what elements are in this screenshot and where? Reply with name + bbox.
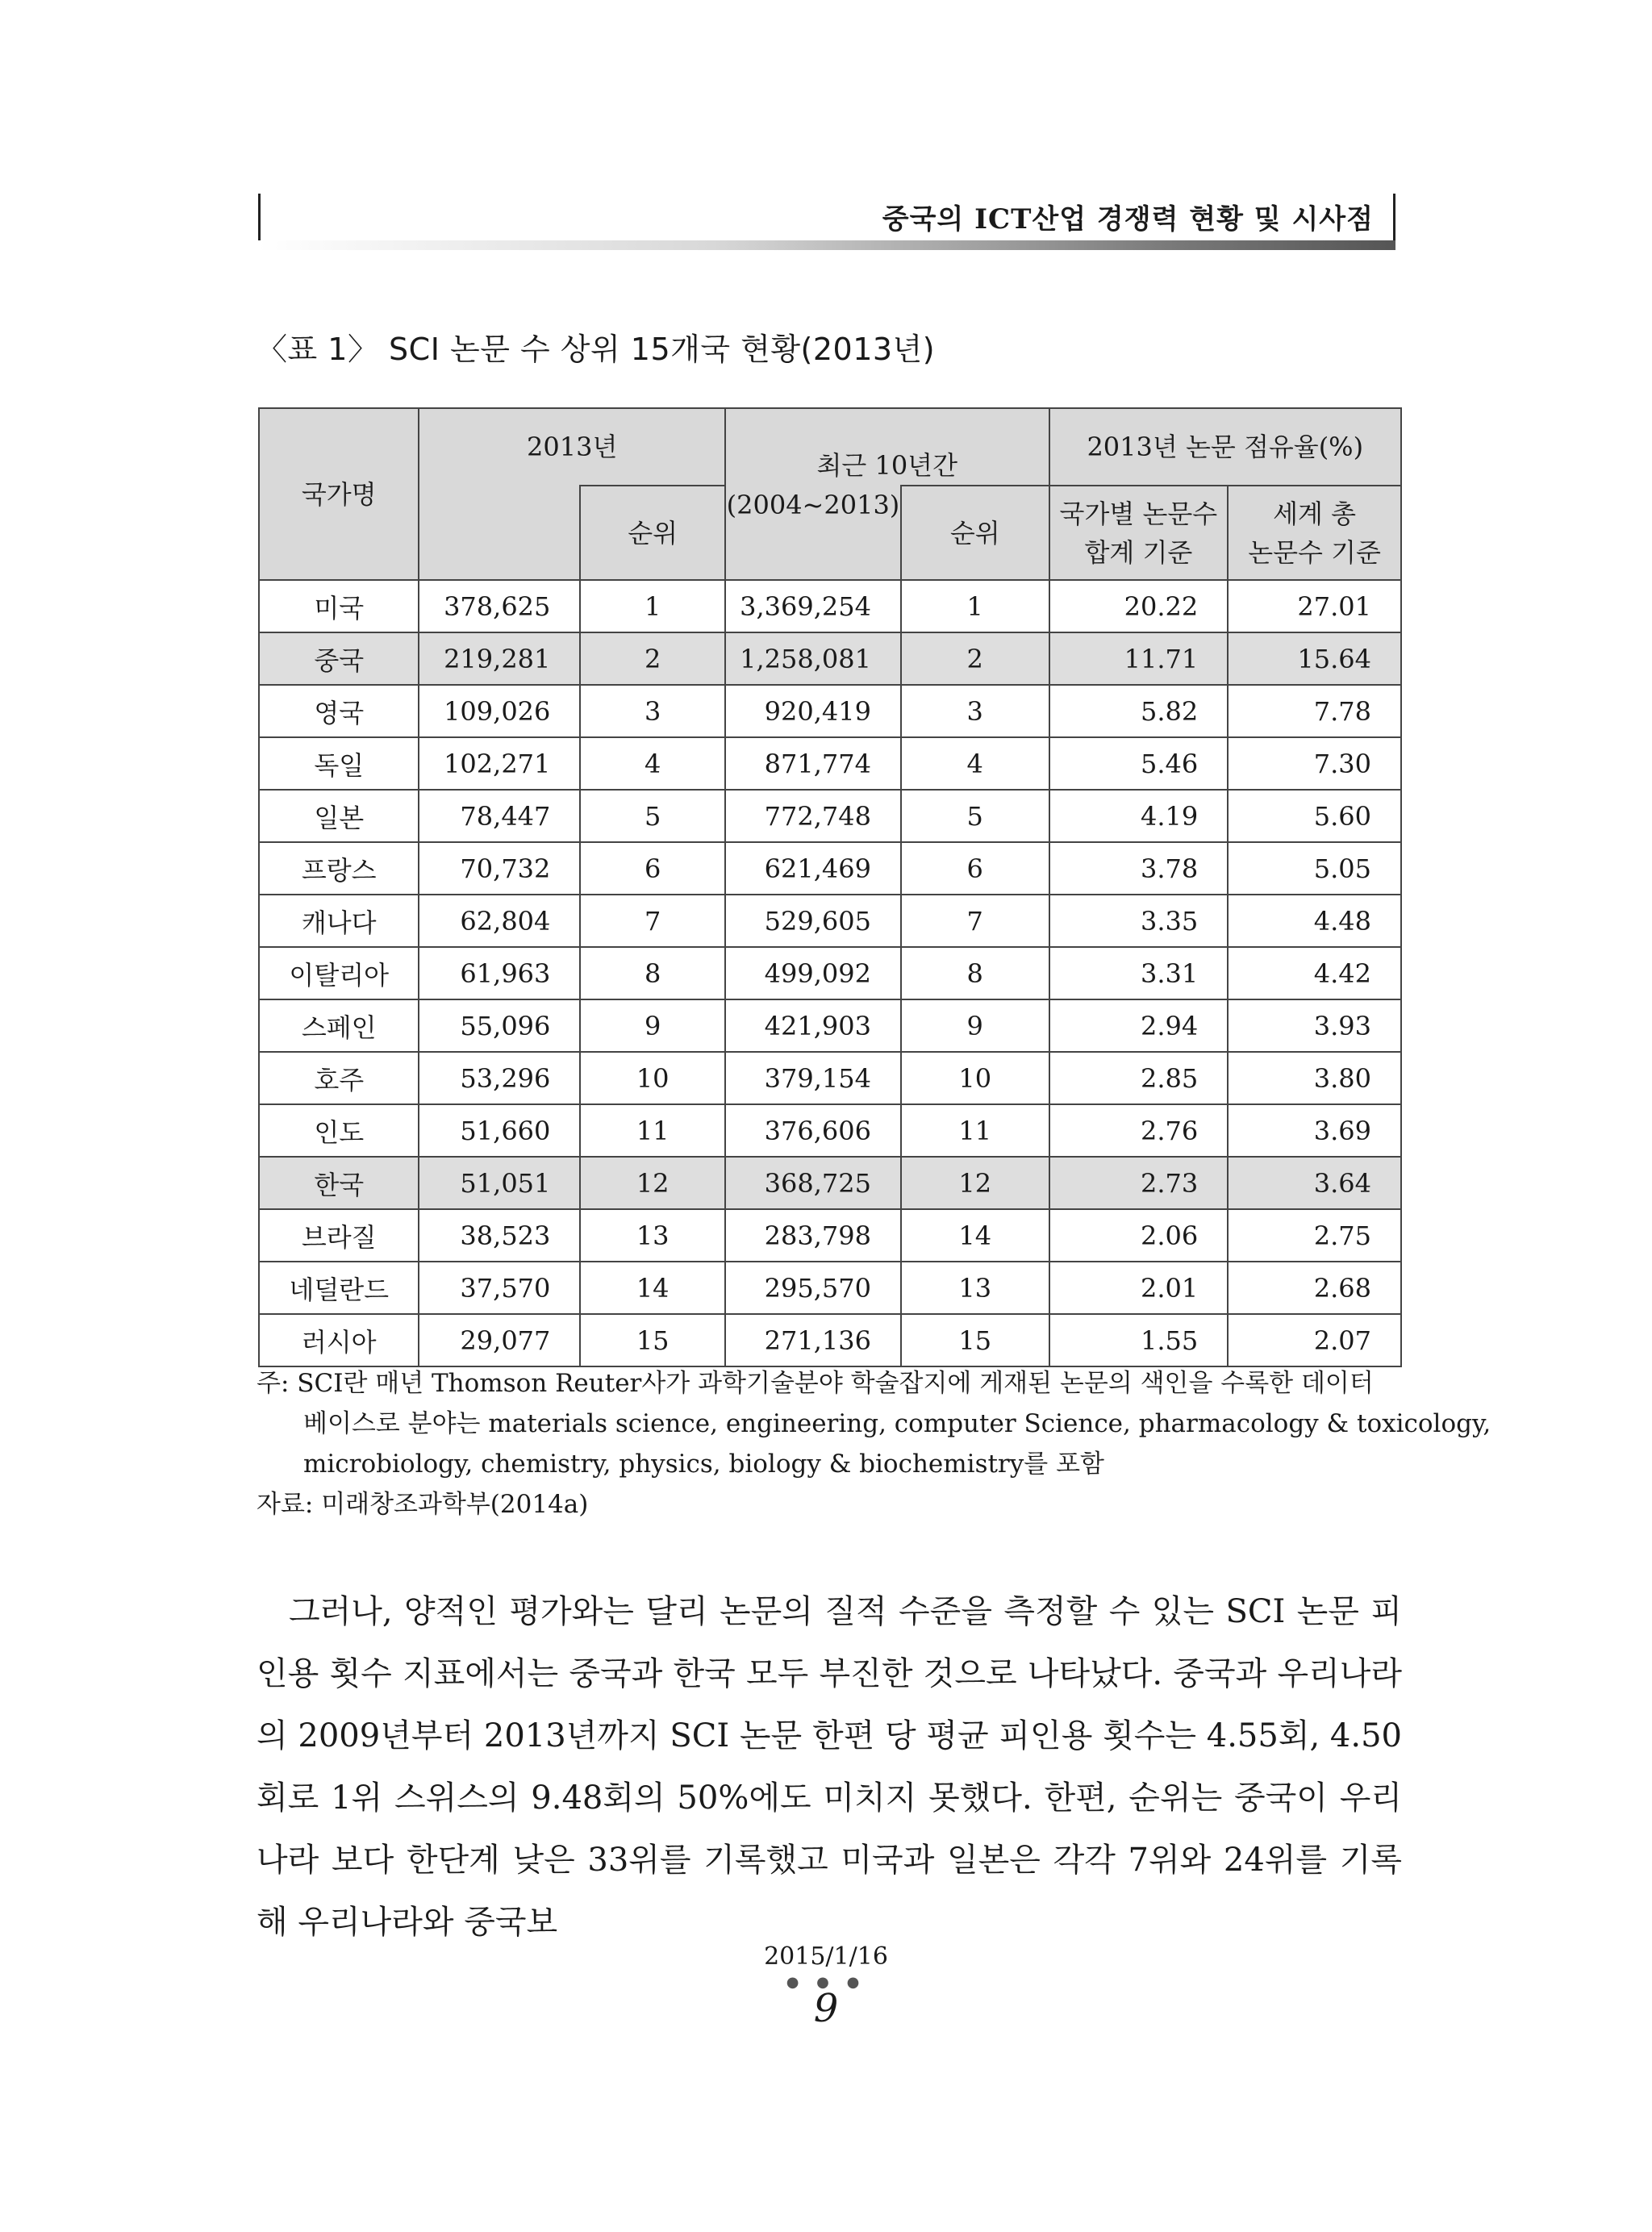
cell-rank-decade: 1 (901, 580, 1049, 632)
cell-papers-2013: 38,523 (419, 1209, 580, 1262)
cell-rank-2013: 14 (580, 1262, 725, 1314)
table-row (259, 1209, 1401, 1262)
cell-papers-2013: 219,281 (419, 632, 580, 685)
header-share: 2013년 논문 점유율(%) (1049, 408, 1401, 486)
cell-rank-2013: 15 (580, 1314, 725, 1366)
cell-country: 러시아 (259, 1314, 419, 1366)
cell-share-sum: 4.19 (1049, 790, 1229, 842)
cell-share-world: 2.75 (1228, 1209, 1401, 1262)
cell-papers-decade: 283,798 (725, 1209, 901, 1262)
cell-rank-decade: 2 (901, 632, 1049, 685)
cell-country: 한국 (259, 1157, 419, 1209)
table-row (259, 999, 1401, 1052)
cell-rank-decade: 10 (901, 1052, 1049, 1104)
cell-rank-2013: 12 (580, 1157, 725, 1209)
cell-papers-decade: 499,092 (725, 947, 901, 999)
cell-rank-2013: 5 (580, 790, 725, 842)
cell-country: 인도 (259, 1104, 419, 1157)
cell-rank-2013: 13 (580, 1209, 725, 1262)
header-share-world-line2: 논문수 기준 (1248, 536, 1381, 568)
header-decade-sub (725, 486, 901, 580)
cell-share-sum: 20.22 (1049, 580, 1229, 632)
cell-share-world: 5.60 (1228, 790, 1401, 842)
cell-share-world: 3.93 (1228, 999, 1401, 1052)
cell-share-sum: 2.76 (1049, 1104, 1229, 1157)
header-decade-line1: 최근 10년간 (816, 450, 958, 481)
cell-country: 브라질 (259, 1209, 419, 1262)
cell-papers-decade: 920,419 (725, 685, 901, 737)
cell-country: 이탈리아 (259, 947, 419, 999)
cell-share-world: 27.01 (1228, 580, 1401, 632)
cell-rank-decade: 7 (901, 895, 1049, 947)
cell-rank-2013: 9 (580, 999, 725, 1052)
cell-papers-2013: 109,026 (419, 685, 580, 737)
cell-share-sum: 3.35 (1049, 895, 1229, 947)
cell-papers-decade: 368,725 (725, 1157, 901, 1209)
cell-papers-decade: 3,369,254 (725, 580, 901, 632)
cell-papers-decade: 271,136 (725, 1314, 901, 1366)
header-2013-blank (419, 486, 580, 580)
page-footer (0, 1942, 1652, 2031)
cell-share-world: 3.64 (1228, 1157, 1401, 1209)
cell-country: 미국 (259, 580, 419, 632)
cell-papers-decade: 421,903 (725, 999, 901, 1052)
cell-rank-2013: 10 (580, 1052, 725, 1104)
table-row (259, 1314, 1401, 1366)
cell-papers-decade: 379,154 (725, 1052, 901, 1104)
cell-rank-decade: 11 (901, 1104, 1049, 1157)
cell-share-sum: 2.06 (1049, 1209, 1229, 1262)
cell-share-world: 15.64 (1228, 632, 1401, 685)
cell-share-world: 5.05 (1228, 842, 1401, 895)
header-2013: 2013년 (419, 408, 724, 486)
table-row (259, 1052, 1401, 1104)
table-row (259, 1157, 1401, 1209)
body-paragraph: 그러나, 양적인 평가와는 달리 논문의 질적 수준을 측정할 수 있는 SCI 논문 피인용 횟수 지표에서는 중국과 한국 모두 부진한 것으로 나타났다. 중국과 우리나라의 2009년부터 2013년까지 SCI 논문 한편 당 평균 피인용 횟수는 4.55회, 4.50회로 1위 스위스의 9.48회의 50%에도 미치지 못했다. 한편, 순위는 중국이 우리나라 보다 한단계 낮은 33위를 기록했고 미국과 일본은 각각 7위와 24위를 기록해 우리나라와 중국보 (257, 1593, 1402, 1941)
table-row (259, 842, 1401, 895)
cell-papers-2013: 70,732 (419, 842, 580, 895)
cell-share-sum: 2.94 (1049, 999, 1229, 1052)
cell-papers-2013: 61,963 (419, 947, 580, 999)
cell-country: 영국 (259, 685, 419, 737)
table-row (259, 632, 1401, 685)
page-number: 9 (813, 1986, 839, 2031)
cell-papers-2013: 62,804 (419, 895, 580, 947)
cell-rank-2013: 4 (580, 737, 725, 790)
cell-papers-2013: 29,077 (419, 1314, 580, 1366)
table-row (259, 1262, 1401, 1314)
cell-share-sum: 2.73 (1049, 1157, 1229, 1209)
sci-papers-table (258, 407, 1402, 1367)
cell-papers-2013: 51,660 (419, 1104, 580, 1157)
cell-rank-decade: 3 (901, 685, 1049, 737)
cell-country: 네덜란드 (259, 1262, 419, 1314)
source-line: 자료: 미래창조과학부(2014a) (257, 1490, 589, 1519)
cell-share-world: 2.07 (1228, 1314, 1401, 1366)
cell-papers-2013: 378,625 (419, 580, 580, 632)
cell-country: 일본 (259, 790, 419, 842)
cell-share-world: 7.30 (1228, 737, 1401, 790)
cell-papers-2013: 37,570 (419, 1262, 580, 1314)
cell-rank-2013: 8 (580, 947, 725, 999)
header-country: 국가명 (259, 408, 419, 580)
cell-country: 호주 (259, 1052, 419, 1104)
cell-share-world: 3.69 (1228, 1104, 1401, 1157)
cell-rank-decade: 8 (901, 947, 1049, 999)
table-row (259, 895, 1401, 947)
cell-country: 프랑스 (259, 842, 419, 895)
header-share-world-line1: 세계 총 (1273, 498, 1357, 529)
table-caption: 〈표 1〉 SCI 논문 수 상위 15개국 현황(2013년) (257, 332, 936, 367)
cell-country: 독일 (259, 737, 419, 790)
cell-papers-decade: 772,748 (725, 790, 901, 842)
table-row (259, 790, 1401, 842)
cell-papers-decade: 376,606 (725, 1104, 901, 1157)
cell-rank-2013: 1 (580, 580, 725, 632)
cell-rank-decade: 4 (901, 737, 1049, 790)
cell-country: 캐나다 (259, 895, 419, 947)
footer-date: 2015/1/16 (764, 1942, 888, 1971)
cell-share-sum: 2.85 (1049, 1052, 1229, 1104)
cell-share-world: 7.78 (1228, 685, 1401, 737)
header-rank-2013: 순위 (580, 486, 725, 580)
table-row (259, 685, 1401, 737)
cell-share-world: 3.80 (1228, 1052, 1401, 1104)
note-line: microbiology, chemistry, physics, biology & biochemistry를 포함 (303, 1450, 1104, 1479)
cell-rank-2013: 7 (580, 895, 725, 947)
header-share-sum-line1: 국가별 논문수 (1059, 498, 1218, 529)
note-line: 주: SCI란 매년 Thomson Reuter사가 과학기술분야 학술잡지에 게재된 논문의 색인을 수록한 데이터 (257, 1369, 1374, 1398)
header-share-sum-line2: 합계 기준 (1084, 536, 1193, 568)
cell-papers-decade: 1,258,081 (725, 632, 901, 685)
cell-share-world: 2.68 (1228, 1262, 1401, 1314)
note-line: 베이스로 분야는 materials science, engineering, computer Science, pharmacology & toxicology, (303, 1409, 1491, 1438)
cell-rank-2013: 3 (580, 685, 725, 737)
cell-share-sum: 3.78 (1049, 842, 1229, 895)
header-share-world (1228, 486, 1401, 580)
cell-share-sum: 11.71 (1049, 632, 1229, 685)
table-row (259, 947, 1401, 999)
cell-rank-2013: 11 (580, 1104, 725, 1157)
cell-rank-decade: 9 (901, 999, 1049, 1052)
table-notes (257, 1363, 1491, 1525)
cell-papers-2013: 102,271 (419, 737, 580, 790)
running-header (258, 194, 1395, 240)
header-rule (258, 240, 1395, 250)
cell-papers-2013: 51,051 (419, 1157, 580, 1209)
table-row (259, 580, 1401, 632)
cell-papers-decade: 295,570 (725, 1262, 901, 1314)
cell-papers-2013: 55,096 (419, 999, 580, 1052)
cell-share-world: 4.42 (1228, 947, 1401, 999)
cell-rank-decade: 5 (901, 790, 1049, 842)
cell-country: 스페인 (259, 999, 419, 1052)
table-row (259, 737, 1401, 790)
cell-share-sum: 2.01 (1049, 1262, 1229, 1314)
table-body (259, 580, 1401, 1366)
header-share-sum (1049, 486, 1229, 580)
cell-share-sum: 3.31 (1049, 947, 1229, 999)
cell-share-sum: 5.46 (1049, 737, 1229, 790)
cell-country: 중국 (259, 632, 419, 685)
header-rank-decade: 순위 (901, 486, 1049, 580)
cell-rank-2013: 6 (580, 842, 725, 895)
cell-share-world: 4.48 (1228, 895, 1401, 947)
header-decade-line2: (2004~2013) (726, 490, 900, 520)
cell-share-sum: 1.55 (1049, 1314, 1229, 1366)
cell-papers-2013: 53,296 (419, 1052, 580, 1104)
cell-rank-decade: 13 (901, 1262, 1049, 1314)
cell-papers-decade: 621,469 (725, 842, 901, 895)
table-row (259, 1104, 1401, 1157)
cell-papers-decade: 529,605 (725, 895, 901, 947)
running-header-title: 중국의 ICT산업 경쟁력 현황 및 시사점 (882, 203, 1374, 236)
cell-rank-2013: 2 (580, 632, 725, 685)
header-decade (725, 408, 1049, 486)
cell-papers-2013: 78,447 (419, 790, 580, 842)
cell-rank-decade: 14 (901, 1209, 1049, 1262)
cell-papers-decade: 871,774 (725, 737, 901, 790)
footer-dots: ● ● ● (786, 1974, 866, 1991)
cell-rank-decade: 15 (901, 1314, 1049, 1366)
cell-rank-decade: 6 (901, 842, 1049, 895)
cell-share-sum: 5.82 (1049, 685, 1229, 737)
cell-rank-decade: 12 (901, 1157, 1049, 1209)
